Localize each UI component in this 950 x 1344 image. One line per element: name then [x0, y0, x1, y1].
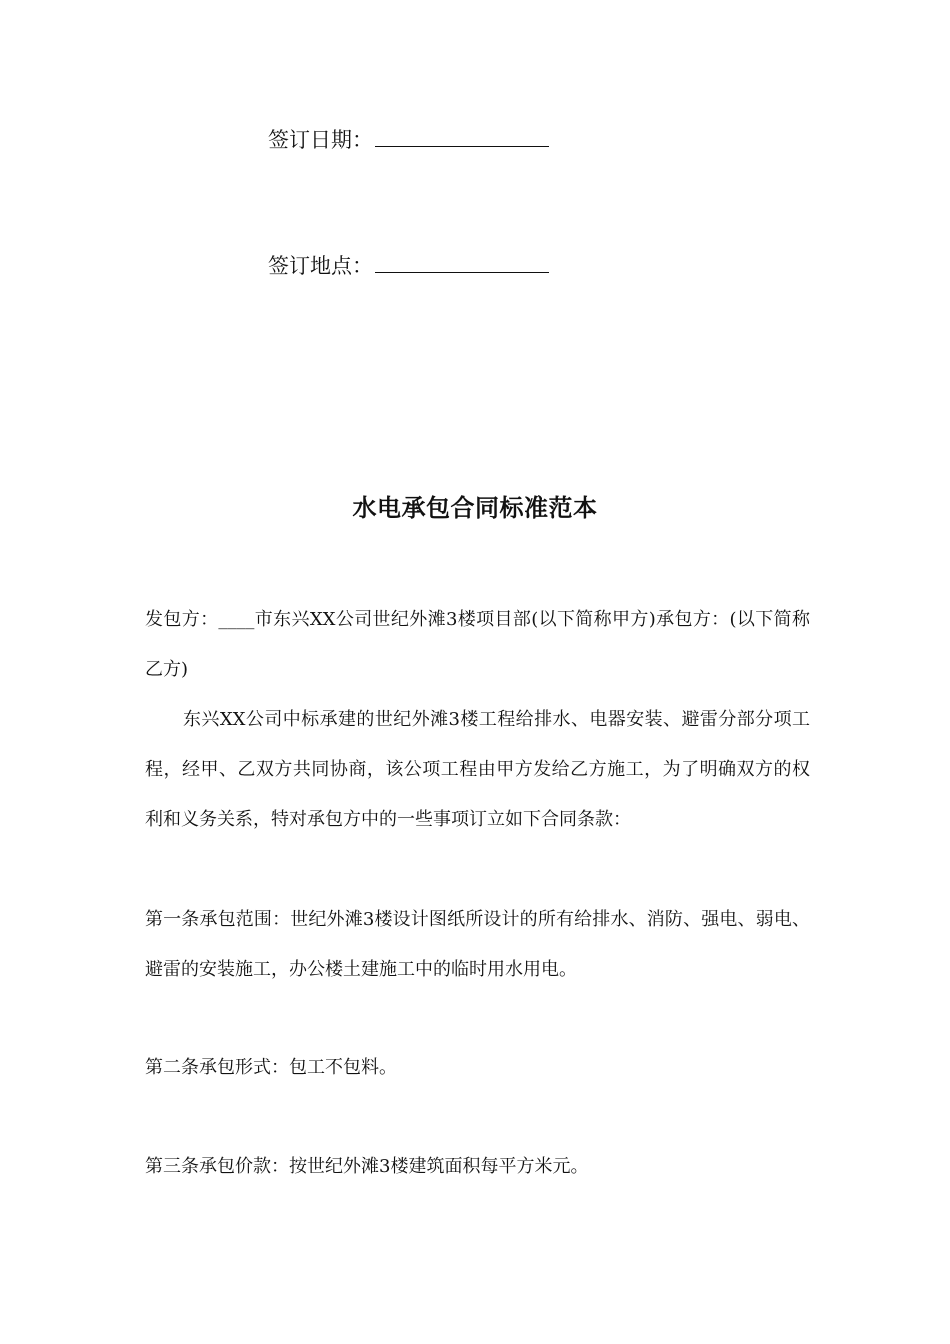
intro-paragraph: 东兴XX公司中标承建的世纪外滩3楼工程给排水、电器安装、避雷分部分项工程，经甲、乙双方共同协商，该公项工程由甲方发给乙方施工，为了明确双方的权利和义务关系，特对承包方中的一些事项订立如下合同条款：	[145, 709, 810, 830]
signing-date-blank	[375, 124, 549, 147]
signing-place-blank	[375, 250, 549, 273]
signing-date-label: 签订日期：	[268, 128, 373, 152]
article-1-paragraph: 第一条承包范围：世纪外滩3楼设计图纸所设计的所有给排水、消防、强电、弱电、避雷的安装施工，办公楼土建施工中的临时用水用电。	[145, 909, 810, 980]
document-title: 水电承包合同标准范本	[352, 494, 598, 522]
article-3-paragraph: 第三条承包价款：按世纪外滩3楼建筑面积每平方米元。	[145, 1156, 589, 1177]
signing-date-row	[268, 124, 549, 155]
signing-place-label: 签订地点：	[268, 254, 373, 278]
parties-paragraph: 发包方：____市东兴XX公司世纪外滩3楼项目部(以下简称甲方)承包方：(以下简称乙方)	[145, 609, 810, 680]
article-2-paragraph: 第二条承包形式：包工不包料。	[145, 1057, 397, 1078]
signing-place-row	[268, 250, 549, 281]
